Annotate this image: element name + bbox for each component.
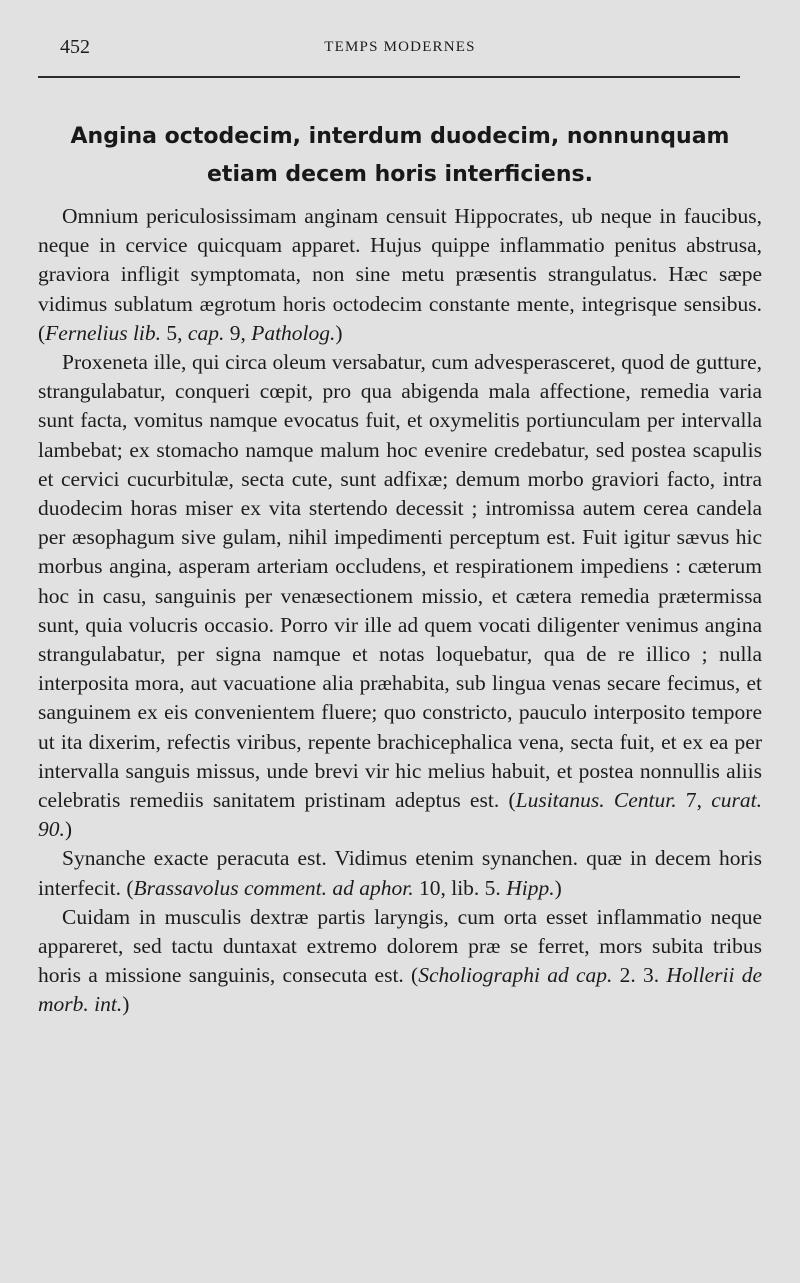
- citation: (Brassavolus comment. ad aphor. 10, lib. 5. Hipp.): [120, 875, 562, 900]
- paragraph-3: [38, 844, 762, 902]
- citation: (Fernelius lib. 5, cap. 9, Patholog.): [38, 320, 343, 345]
- citation: (Lusitanus. Centur. 7, curat. 90.): [38, 788, 763, 842]
- paragraph-text: Omnium periculosissimam anginam censuit Hippocrates, ub neque in faucibus, neque in cervice quicquam apparet. Hujus quippe inflammatio penitus abstrusa, graviora infligit symptomata, non sine metu præsentis strangulatus. Hæc sæpe vidimus sublatum ægrotum horis octodecim constante mente, integrisque sensibus.: [38, 204, 762, 316]
- paragraph-text: Proxeneta ille, qui circa oleum versabatur, cum advesperasceret, quod de gutture, strangulabatur, conqueri cœpit, pro qua abigenda mala affectione, remedia varia sunt facta, vomitus namque evocatus fuit, et oxymelitis portiunculam per intervalla lambebat; ex stomacho namque malum hoc evenire credebatur, sed postea scapulis et cervici cucurbitulæ, secta cute, sunt adfixæ; demum morbo graviori facto, intra duodecim horas miser ex vita stertendo decessit ; intromissa autem cerea candela per æsophagum sive gulam, nihil impedimenti perceptum est. Fuit igitur sævus hic morbus angina, asperam arteriam occludens, et respirationem impediens : cæterum hoc in casu, sanguinis per venæsectionem missio, et cætera remedia prætermissa sunt, quia volucris occasio. Porro vir ille ad quem vocati diligenter venimus angina strangulabatur, per signa namque et notas loquebatur, qua de re illico ; nulla interposita mora, aut vacuatione alia præhabita, sub lingua venas secare fecimus, et sanguinem ex eis convenientem fluere; quo constricto, pauculo interposito tempore ut ita dixerim, refectis viribus, repente brachicephalica vena, secta fuit, et ex ea per intervalla sanguis missus, unde brevi vir hic melius habuit, et postea nonnullis aliis celebratis remediis sanitatem pristinam adeptus est.: [38, 350, 762, 813]
- paragraph-2: [38, 348, 762, 844]
- paragraph-4: [38, 903, 762, 1020]
- section-heading: Angina octodecim, interdum duodecim, nonnunquam etiam decem horis interficiens.: [70, 124, 730, 187]
- paragraph-text: Synanche exacte peracuta est. Vidimus etenim synanchen. quæ in decem horis interfecit.: [38, 846, 762, 900]
- paragraph-1: [38, 202, 762, 348]
- header-rule: [38, 76, 740, 78]
- running-head: [60, 36, 740, 62]
- running-title: TEMPS MODERNES: [324, 39, 476, 55]
- page-number: 452: [60, 36, 90, 58]
- citation: (Scholiographi ad cap. 2. 3. Hollerii de morb. int.): [38, 963, 763, 1017]
- body-text: [38, 202, 762, 1020]
- paragraph-text: Cuidam in musculis dextræ partis laryngis, cum orta esset inflammatio neque appareret, sed tactu duntaxat extremo dolorem præ se ferret, mors subita tribus horis a missione sanguinis, consecuta est.: [38, 904, 762, 988]
